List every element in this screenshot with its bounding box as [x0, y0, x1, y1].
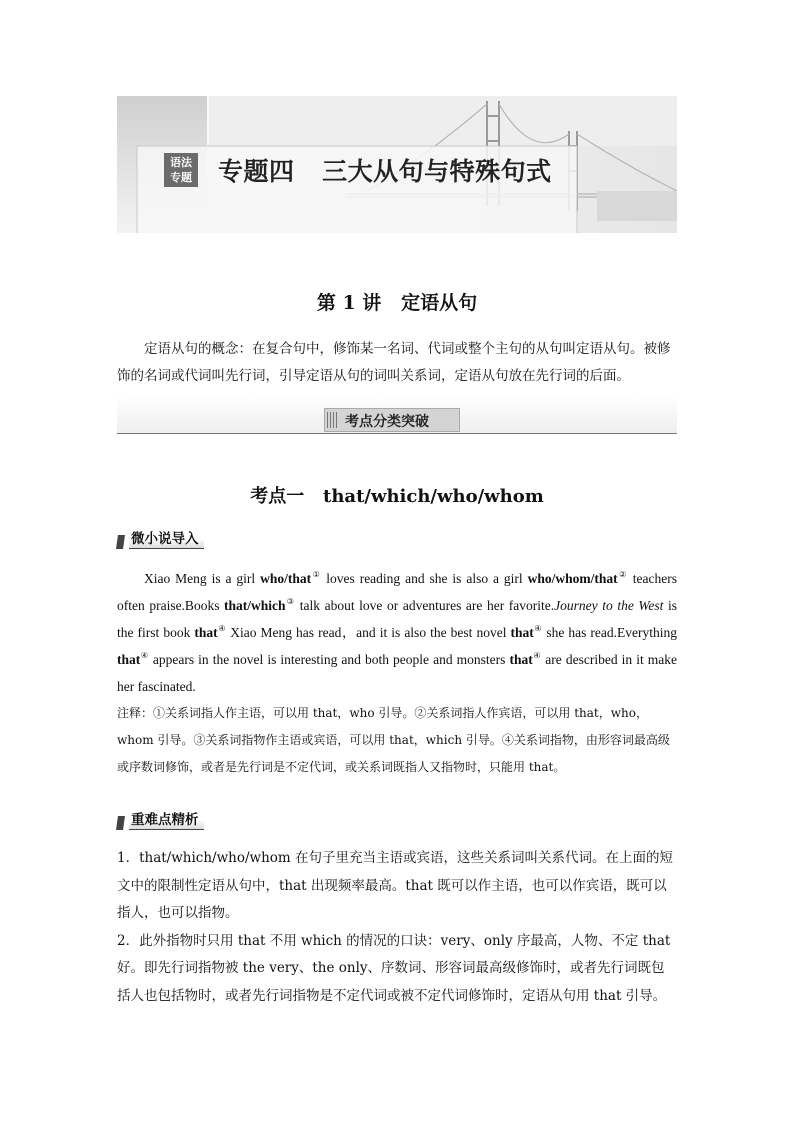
- section-label-text: 考点分类突破: [345, 414, 429, 430]
- story-text: Xiao Meng has read，and it is also the best novel: [226, 625, 511, 640]
- subhead-story-intro-text: 微小说导入: [129, 527, 204, 549]
- chapter-banner: [117, 96, 677, 233]
- note-marker: ③: [285, 597, 296, 606]
- note-marker: ②: [617, 570, 628, 579]
- story-text: are described in it make her fascinated.: [117, 652, 677, 694]
- section-label: [324, 408, 460, 432]
- note-marker: ④: [533, 624, 543, 633]
- story-paragraph: [117, 565, 677, 700]
- story-text: teachers often praise.Books: [117, 571, 678, 613]
- topic-tag: [164, 153, 198, 187]
- note-marker: ①: [311, 570, 322, 579]
- subhead-key-points: [117, 810, 204, 830]
- note-marker: ④: [532, 651, 542, 660]
- relative-word: that/which: [224, 598, 286, 613]
- topic-tag-line1: 语法: [170, 156, 192, 169]
- relative-word: that: [510, 625, 534, 640]
- story-text: loves reading and she is also a girl: [321, 571, 528, 586]
- bookmark-icon: [116, 816, 125, 830]
- relative-word: who/whom/that: [527, 571, 618, 586]
- section-bar: [117, 396, 677, 436]
- relative-word: that: [509, 652, 533, 667]
- lecture-title: 第 1 讲 定语从句: [316, 292, 478, 314]
- story-text: talk about love or adventures are her favorite.: [295, 598, 555, 613]
- section-divider: [117, 433, 677, 434]
- story-text: Xiao Meng is a girl: [144, 571, 261, 586]
- note-marker: ④: [217, 624, 227, 633]
- definition-paragraph: 定语从句的概念：在复合句中，修饰某一名词、代词或整个主句的从句叫定语从句。被修饰的名词或代词叫先行词，引导定语从句的词叫关系词，定语从句放在先行词的后面。: [117, 341, 671, 384]
- story-text: appears in the novel is interesting and both people and monsters: [148, 652, 510, 667]
- bookmark-icon: [116, 535, 125, 549]
- topic-tag-line2: 专题: [170, 171, 192, 184]
- relative-word: who/that: [260, 571, 312, 586]
- story-text: is the first book: [117, 598, 677, 640]
- key-points: [117, 845, 677, 1010]
- note-marker: ④: [140, 651, 149, 660]
- book-title: Journey to the West: [554, 598, 664, 613]
- story-text: she has read.Everything: [542, 625, 678, 640]
- kaodian-title: 考点一 that/which/who/whom: [250, 486, 544, 507]
- banner-label: [164, 152, 552, 188]
- relative-word: that: [117, 652, 141, 667]
- chapter-title: 专题四 三大从句与特殊句式: [218, 157, 552, 186]
- point-2: 2．此外指物时只用 that 不用 which 的情况的口诀：very、only 序最高，人物、不定 that 好。即先行词指物被 the very、the only、序数词、形容词最高级修饰时，或者先行词既包括人也包括物时，或者先行词指物是不定代词或被不定代词修饰时，定语从句用 that 引导。: [117, 932, 671, 1004]
- subhead-story-intro: [117, 529, 204, 549]
- point-1: 1．that/which/who/whom 在句子里充当主语或宾语，这些关系词叫关系代词。在上面的短文中的限制性定语从句中，that 出现频率最高。that 既可以作主语，也可以作宾语，既可以指人，也可以指物。: [117, 850, 673, 921]
- annotation-note: 注释：①关系词指人作主语，可以用 that，who 引导。②关系词指人作宾语，可以用 that，who，whom 引导。③关系词指物作主语或宾语，可以用 that，which 引导。④关系词指物，由形容词最高级或序数词修饰，或者是先行词是不定代词，或关系词既指人又指物时，只能用 that。: [117, 706, 670, 774]
- relative-word: that: [194, 625, 218, 640]
- section-bars-icon: [327, 412, 337, 428]
- subhead-key-points-text: 重难点精析: [129, 808, 204, 830]
